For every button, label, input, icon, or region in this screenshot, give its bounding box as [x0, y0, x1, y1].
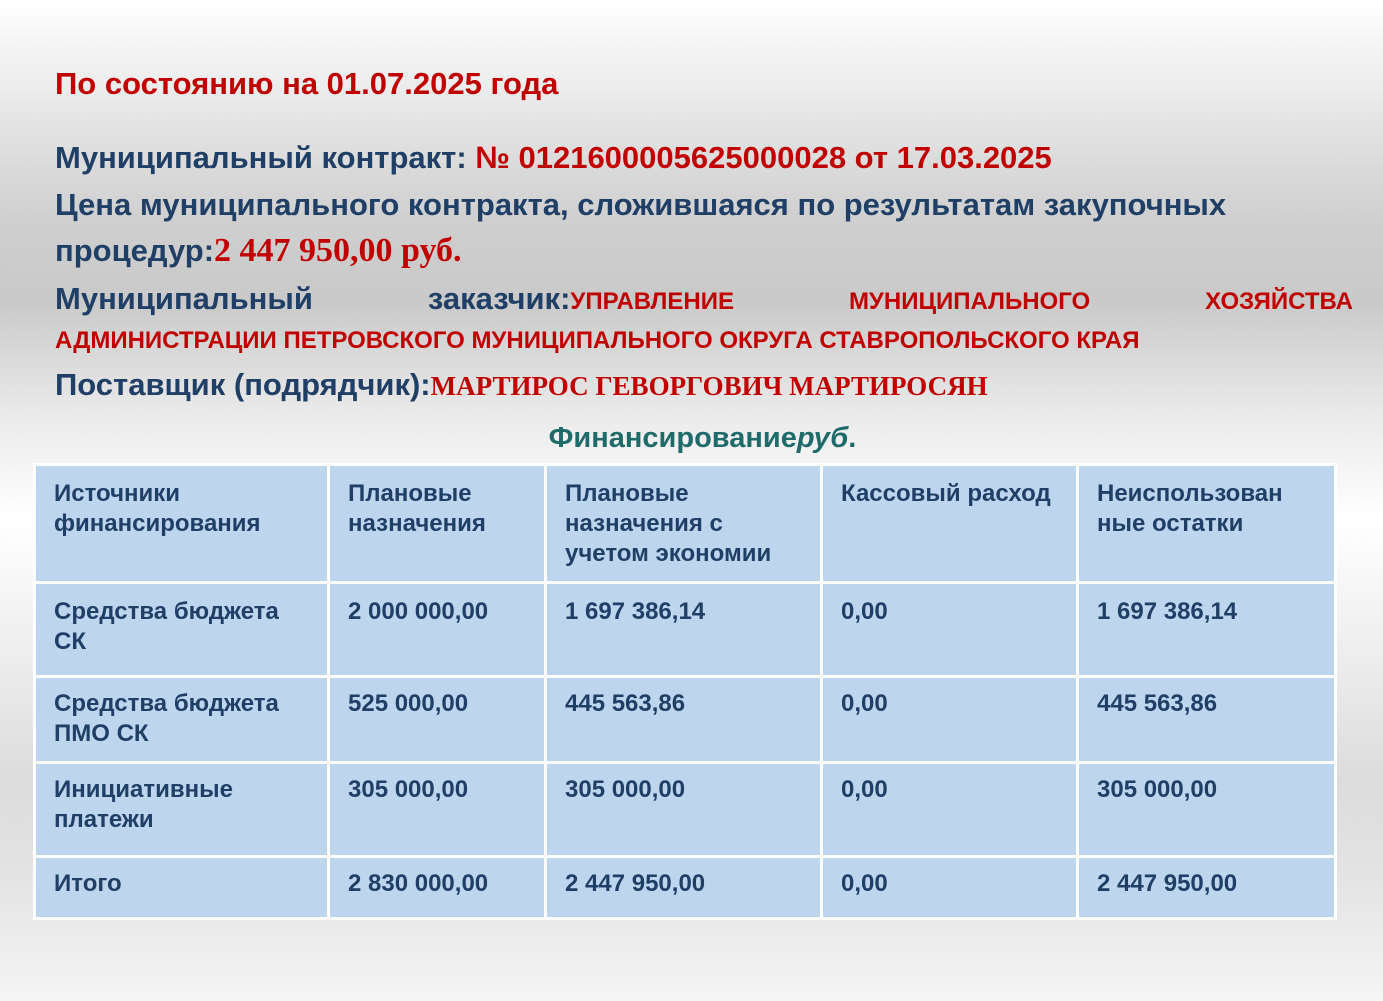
table-cell: 0,00 [822, 763, 1078, 857]
header-cell-cash-expense: Кассовый расход [822, 465, 1078, 583]
financing-table [33, 463, 1337, 920]
contract-number: № 0121600005625000028 от 17.03.2025 [475, 140, 1052, 175]
table-cell: 1 697 386,14 [546, 583, 822, 677]
supplier-name: МАРТИРОС ГЕВОРГОВИЧ МАРТИРОСЯН [430, 371, 988, 401]
table-cell: Инициативные платежи [35, 763, 329, 857]
table-cell: Средства бюджета СК [35, 583, 329, 677]
table-header-row [35, 465, 1336, 583]
supplier-label: Поставщик (подрядчик): [55, 367, 431, 402]
contract-label: Муниципальный контракт: [55, 140, 476, 175]
customer-name-word1: УПРАВЛЕНИЕ [570, 288, 734, 315]
table-row [35, 583, 1336, 677]
table-cell: 0,00 [822, 677, 1078, 763]
price-line [55, 232, 462, 270]
customer-name-word2: МУНИЦИПАЛЬНОГО [848, 288, 1091, 315]
header-cell-unused: Неиспользован ные остатки [1078, 465, 1336, 583]
contract-price: 2 447 950,00 руб. [214, 232, 462, 269]
table-cell: 2 447 950,00 [1078, 857, 1336, 919]
table-cell: 1 697 386,14 [1078, 583, 1336, 677]
table-cell: 445 563,86 [546, 677, 822, 763]
financing-unit: руб [796, 422, 849, 454]
table-cell: 445 563,86 [1078, 677, 1336, 763]
table-cell: 2 000 000,00 [329, 583, 546, 677]
customer-name-word3: ХОЗЯЙСТВА [1205, 288, 1353, 315]
table-row-total [35, 857, 1336, 919]
table-cell: 525 000,00 [329, 677, 546, 763]
customer-line [55, 281, 1353, 317]
customer-label-word1: Муниципальный [55, 281, 313, 316]
table-cell: 2 447 950,00 [546, 857, 822, 919]
financing-title: Финансирование [548, 422, 797, 454]
table-cell: Итого [35, 857, 329, 919]
contract-line [55, 140, 1052, 176]
table-cell: 0,00 [822, 583, 1078, 677]
price-label-line2: процедур: [55, 233, 215, 268]
report-date: По состоянию на 01.07.2025 года [55, 66, 559, 101]
customer-label-word2: заказчик: [427, 281, 571, 316]
table-cell: 2 830 000,00 [329, 857, 546, 919]
table-row [35, 677, 1336, 763]
table-cell: 305 000,00 [546, 763, 822, 857]
table-cell: Средства бюджета ПМО СК [35, 677, 329, 763]
header-cell-planned-savings: Плановые назначения с учетом экономии [546, 465, 822, 583]
customer-label-group [428, 281, 734, 317]
financing-caption-dot: . [848, 422, 857, 454]
table-cell: 305 000,00 [1078, 763, 1336, 857]
customer-name-line2: АДМИНИСТРАЦИИ ПЕТРОВСКОГО МУНИЦИПАЛЬНОГО ОКРУГА СТАВРОПОЛЬСКОГО КРАЯ [55, 327, 1140, 354]
supplier-line [55, 367, 988, 403]
price-label-line1: Цена муниципального контракта, сложившаяся по результатам закупочных [55, 187, 1227, 222]
table-cell: 0,00 [822, 857, 1078, 919]
header-cell-source: Источники финансирования [35, 465, 329, 583]
table-cell: 305 000,00 [329, 763, 546, 857]
table-row [35, 763, 1336, 857]
financing-caption [0, 422, 1383, 455]
header-cell-planned: Плановые назначения [329, 465, 546, 583]
